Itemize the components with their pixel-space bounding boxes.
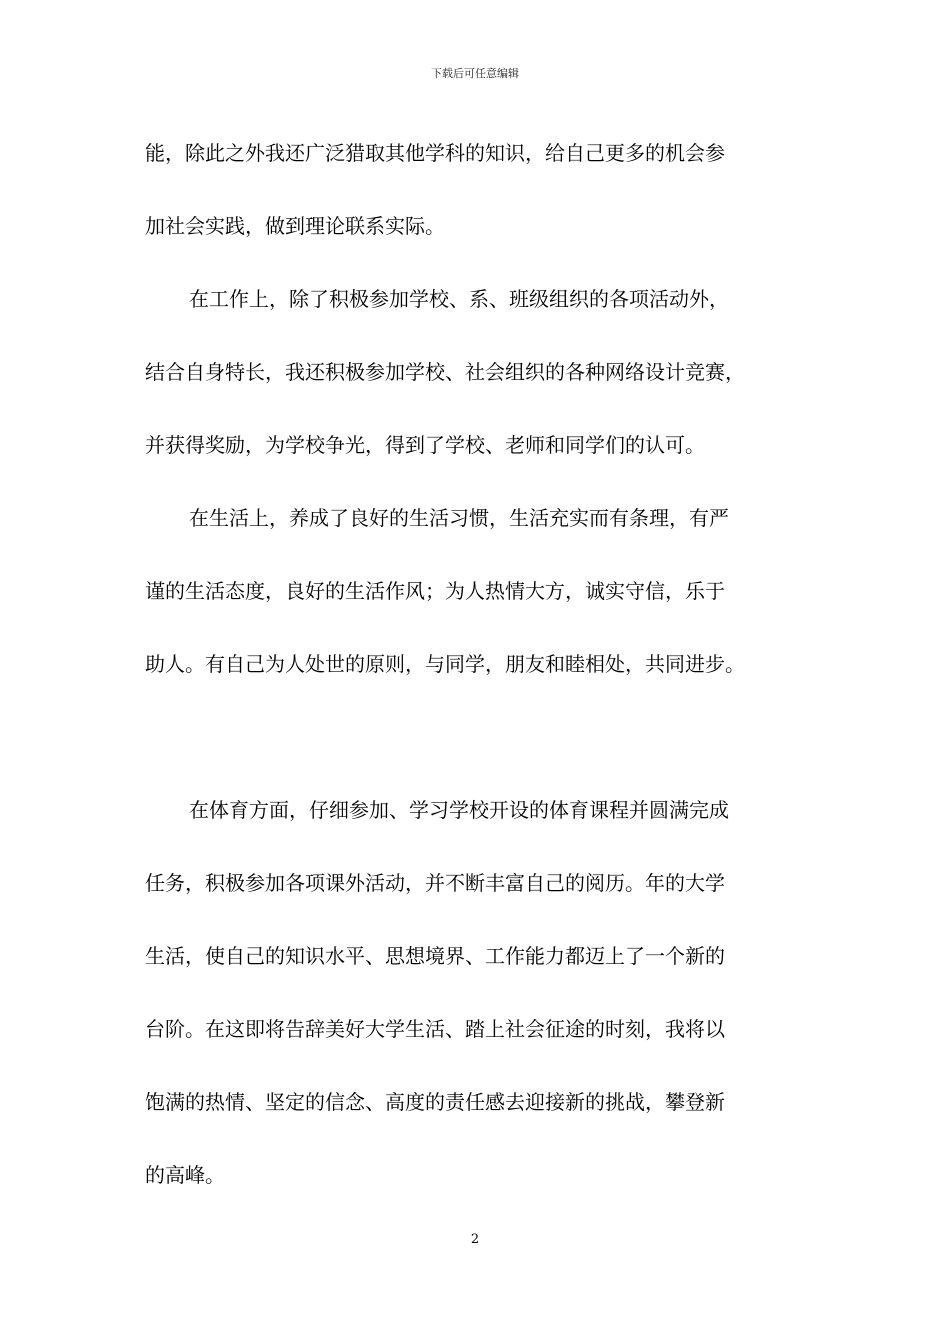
paragraph-2-line-1: 在工作上，除了积极参加学校、系、班级组织的各项活动外， bbox=[189, 287, 729, 311]
page-header: 下载后可任意编辑 bbox=[431, 67, 519, 80]
paragraph-2-line-2: 结合自身特长，我还积极参加学校、社会组织的各种网络设计竞赛， bbox=[145, 360, 745, 384]
paragraph-4-line-1: 在体育方面，仔细参加、学习学校开设的体育课程并圆满完成 bbox=[189, 798, 729, 822]
paragraph-3-line-1: 在生活上，养成了良好的生活习惯，生活充实而有条理，有严 bbox=[189, 506, 729, 530]
paragraph-1-line-2: 加社会实践，做到理论联系实际。 bbox=[145, 214, 445, 238]
page-number: 2 bbox=[470, 1232, 480, 1247]
paragraph-1-line-1: 能，除此之外我还广泛猎取其他学科的知识，给自己更多的机会参 bbox=[145, 141, 725, 165]
paragraph-4-line-5: 饱满的热情、坚定的信念、高度的责任感去迎接新的挑战，攀登新 bbox=[145, 1090, 725, 1114]
paragraph-3-line-3: 助人。有自己为人处世的原则，与同学，朋友和睦相处，共同进步。 bbox=[145, 652, 745, 676]
paragraph-3-line-2: 谨的生活态度，良好的生活作风；为人热情大方，诚实守信，乐于 bbox=[145, 579, 725, 603]
blank-line bbox=[145, 708, 810, 781]
paragraph-2-line-3: 并获得奖励，为学校争光，得到了学校、老师和同学们的认可。 bbox=[145, 433, 705, 457]
paragraph-4-line-4: 台阶。在这即将告辞美好大学生活、踏上社会征途的时刻，我将以 bbox=[145, 1017, 725, 1041]
paragraph-4-line-3: 生活，使自己的知识水平、思想境界、工作能力都迈上了一个新的 bbox=[145, 944, 725, 968]
paragraph-4-line-6: 的高峰。 bbox=[145, 1163, 225, 1187]
document-body bbox=[145, 124, 810, 1219]
paragraph-4-line-2: 任务，积极参加各项课外活动，并不断丰富自己的阅历。年的大学 bbox=[145, 871, 725, 895]
